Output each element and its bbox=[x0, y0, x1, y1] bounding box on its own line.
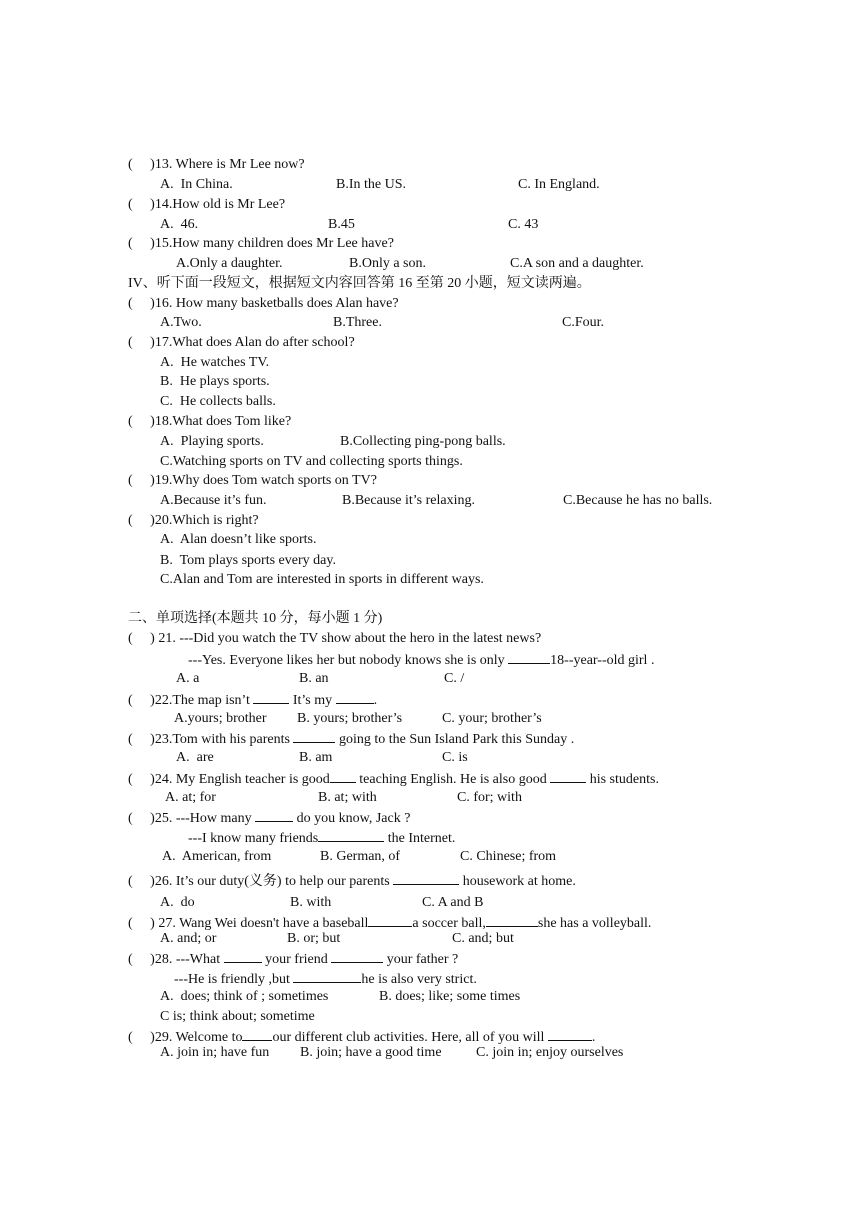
q25-text-1: ( )25. ---How many bbox=[128, 811, 256, 826]
q22-text-1: ( )22.The map isn’t bbox=[128, 693, 254, 708]
q16-option-a: A.Two. bbox=[160, 315, 202, 330]
q25-text-2: do you know, Jack ? bbox=[293, 811, 411, 826]
question-25-response bbox=[188, 828, 455, 848]
q26-text-2: housework at home. bbox=[459, 874, 576, 889]
q25-blank-2 bbox=[318, 828, 384, 842]
question-23 bbox=[128, 729, 574, 749]
q28-text-2: your friend bbox=[261, 952, 332, 967]
q23-text-1: ( )23.Tom with his parents bbox=[128, 732, 294, 747]
question-26 bbox=[128, 871, 576, 891]
q13-option-b: B.In the US. bbox=[336, 177, 406, 192]
question-24 bbox=[128, 769, 659, 789]
q19-option-a: A.Because it’s fun. bbox=[160, 493, 267, 508]
section-4-heading: IV、听下面一段短文，根据短文内容回答第 16 至第 20 小题，短文读两遍。 bbox=[128, 276, 591, 291]
q25-text-4: the Internet. bbox=[384, 831, 456, 846]
q26-blank bbox=[393, 871, 459, 885]
q26-option-a: A. do bbox=[160, 895, 195, 910]
q23-option-b: B. am bbox=[299, 750, 333, 765]
q28-blank-1 bbox=[224, 949, 262, 963]
q28-blank-2 bbox=[331, 949, 383, 963]
q29-text-2: our different club activities. Here, all of you will bbox=[272, 1030, 548, 1045]
q21-text-1: ---Yes. Everyone likes her but nobody knows she is only bbox=[188, 653, 509, 668]
q13-option-a: A. In China. bbox=[160, 177, 233, 192]
q24-text-2: teaching English. He is also good bbox=[355, 772, 551, 787]
q22-blank-1 bbox=[253, 690, 289, 704]
q28-text-5: he is also very strict. bbox=[361, 972, 477, 987]
q23-text-2: going to the Sun Island Park this Sunday . bbox=[335, 732, 575, 747]
q21-blank bbox=[508, 650, 550, 664]
q28-text-3: your father ? bbox=[383, 952, 459, 967]
q21-text-2: 18--year--old girl . bbox=[550, 653, 655, 668]
q24-text-1: ( )24. My English teacher is good bbox=[128, 772, 330, 787]
q17-option-a: A. He watches TV. bbox=[160, 355, 270, 370]
q28-option-c: C is; think about; sometime bbox=[160, 1009, 315, 1024]
question-19: ( )19.Why does Tom watch sports on TV? bbox=[128, 473, 377, 488]
question-28 bbox=[128, 949, 458, 969]
q25-text-3: ---I know many friends bbox=[188, 831, 319, 846]
q14-option-a: A. 46. bbox=[160, 217, 199, 232]
q16-option-c: C.Four. bbox=[562, 315, 605, 330]
q28-text-1: ( )28. ---What bbox=[128, 952, 224, 967]
question-20: ( )20.Which is right? bbox=[128, 513, 259, 528]
q19-option-b: B.Because it’s relaxing. bbox=[342, 493, 475, 508]
q17-option-c: C. He collects balls. bbox=[160, 394, 276, 409]
question-21: ( ) 21. ---Did you watch the TV show about the hero in the latest news? bbox=[128, 631, 542, 646]
q21-option-a: A. a bbox=[176, 671, 200, 686]
q19-option-c: C.Because he has no balls. bbox=[563, 493, 713, 508]
q26-option-c: C. A and B bbox=[422, 895, 484, 910]
q27-option-b: B. or; but bbox=[287, 931, 341, 946]
q26-text-1: ( )26. It’s our duty(义务) to help our parents bbox=[128, 874, 394, 889]
q29-option-b: B. join; have a good time bbox=[300, 1045, 442, 1060]
q25-option-a: A. American, from bbox=[162, 849, 272, 864]
q27-blank-1 bbox=[368, 913, 412, 927]
q23-option-c: C. is bbox=[442, 750, 468, 765]
q27-option-c: C. and; but bbox=[452, 931, 514, 946]
q20-option-a: A. Alan doesn’t like sports. bbox=[160, 532, 317, 547]
question-14: ( )14.How old is Mr Lee? bbox=[128, 197, 286, 212]
q29-text-1: ( )29. Welcome to bbox=[128, 1030, 243, 1045]
q25-option-b: B. German, of bbox=[320, 849, 401, 864]
q27-option-a: A. and; or bbox=[160, 931, 217, 946]
q22-option-c: C. your; brother’s bbox=[442, 711, 542, 726]
q22-text-3: . bbox=[373, 693, 378, 708]
question-18: ( )18.What does Tom like? bbox=[128, 414, 292, 429]
q21-option-b: B. an bbox=[299, 671, 329, 686]
q14-option-b: B.45 bbox=[328, 217, 355, 232]
q24-option-c: C. for; with bbox=[457, 790, 522, 805]
q27-text-3: she has a volleyball. bbox=[537, 916, 652, 931]
q22-blank-2 bbox=[336, 690, 374, 704]
question-17: ( )17.What does Alan do after school? bbox=[128, 335, 355, 350]
q13-option-c: C. In England. bbox=[518, 177, 600, 192]
q29-option-a: A. join in; have fun bbox=[160, 1045, 270, 1060]
q18-option-a: A. Playing sports. bbox=[160, 434, 264, 449]
question-25 bbox=[128, 808, 410, 828]
question-13: ( )13. Where is Mr Lee now? bbox=[128, 157, 305, 172]
q15-option-c: C.A son and a daughter. bbox=[510, 256, 644, 271]
question-16: ( )16. How many basketballs does Alan have? bbox=[128, 296, 399, 311]
q15-option-a: A.Only a daughter. bbox=[176, 256, 283, 271]
question-21-response bbox=[188, 650, 654, 670]
q25-blank-1 bbox=[255, 808, 293, 822]
q24-blank-2 bbox=[550, 769, 586, 783]
q24-option-a: A. at; for bbox=[165, 790, 216, 805]
q20-option-c: C.Alan and Tom are interested in sports in different ways. bbox=[160, 572, 484, 587]
q28-blank-3 bbox=[293, 969, 361, 983]
q22-text-2: It’s my bbox=[289, 693, 336, 708]
q29-blank-1 bbox=[242, 1027, 272, 1041]
q28-option-a: A. does; think of ; sometimes bbox=[160, 989, 329, 1004]
q28-text-4: ---He is friendly ,but bbox=[174, 972, 294, 987]
q17-option-b: B. He plays sports. bbox=[160, 374, 270, 389]
q15-option-b: B.Only a son. bbox=[349, 256, 426, 271]
q27-text-2: a soccer ball, bbox=[412, 916, 486, 931]
section-2-heading: 二、单项选择(本题共 10 分，每小题 1 分) bbox=[128, 611, 383, 626]
question-15: ( )15.How many children does Mr Lee have? bbox=[128, 236, 394, 251]
q26-option-b: B. with bbox=[290, 895, 332, 910]
q20-option-b: B. Tom plays sports every day. bbox=[160, 553, 336, 568]
q22-option-a: A.yours; brother bbox=[174, 711, 267, 726]
q14-option-c: C. 43 bbox=[508, 217, 539, 232]
question-28-response bbox=[174, 969, 477, 989]
q21-option-c: C. / bbox=[444, 671, 465, 686]
q16-option-b: B.Three. bbox=[333, 315, 382, 330]
q23-option-a: A. are bbox=[176, 750, 214, 765]
q24-blank-1 bbox=[330, 769, 356, 783]
q22-option-b: B. yours; brother’s bbox=[297, 711, 403, 726]
q27-blank-2 bbox=[486, 913, 538, 927]
q23-blank bbox=[293, 729, 335, 743]
q29-text-3: . bbox=[591, 1030, 596, 1045]
question-22 bbox=[128, 690, 377, 710]
q18-option-b: B.Collecting ping-pong balls. bbox=[340, 434, 506, 449]
q24-text-3: his students. bbox=[586, 772, 659, 787]
q24-option-b: B. at; with bbox=[318, 790, 377, 805]
q18-option-c: C.Watching sports on TV and collecting sports things. bbox=[160, 454, 463, 469]
q28-option-b: B. does; like; some times bbox=[379, 989, 521, 1004]
q29-option-c: C. join in; enjoy ourselves bbox=[476, 1045, 624, 1060]
q25-option-c: C. Chinese; from bbox=[460, 849, 557, 864]
q29-blank-2 bbox=[548, 1027, 592, 1041]
q27-text-1: ( ) 27. Wang Wei doesn't have a baseball bbox=[128, 916, 369, 931]
